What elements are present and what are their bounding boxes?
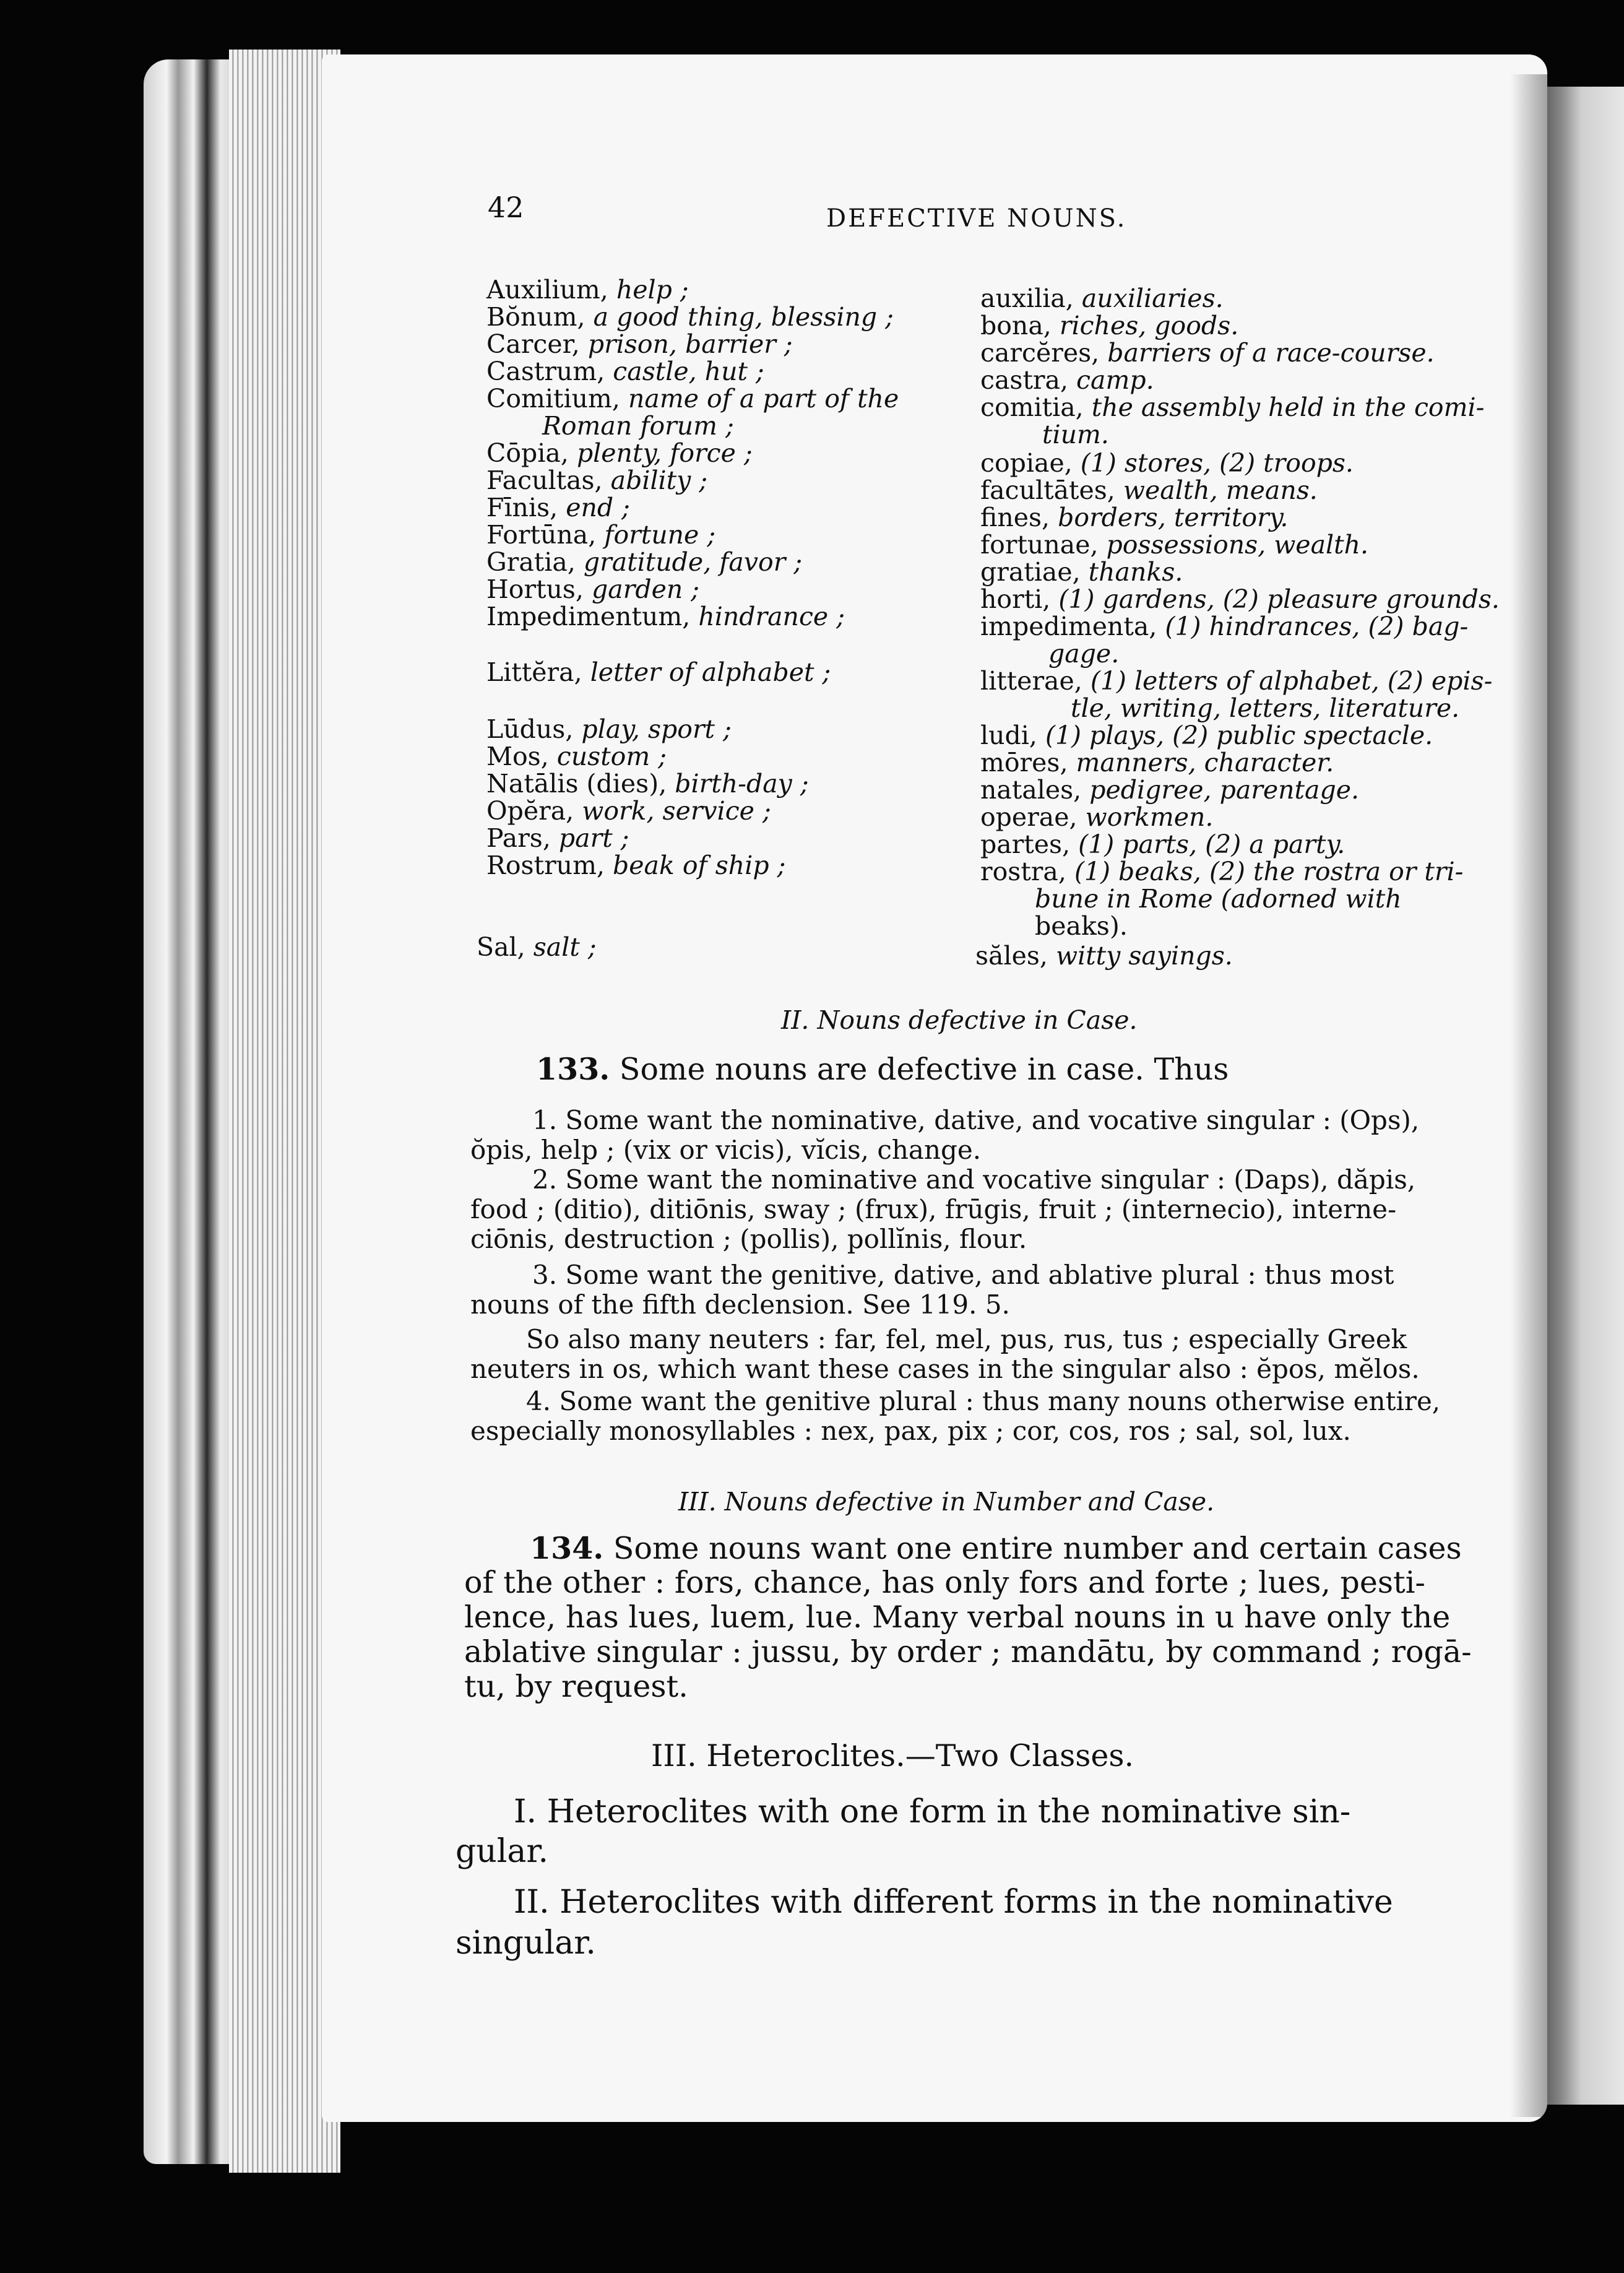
paragraph-134: 134. Some nouns want one entire number and certain cases bbox=[530, 1530, 1462, 1566]
right-entry: litterae, (1) letters of alphabet, (2) epis- bbox=[980, 666, 1493, 696]
paragraph-134-cont: ablative singular : jussu, by order ; mandātu, by command ; rogā- bbox=[464, 1634, 1472, 1669]
right-entry: mōres, manners, character. bbox=[980, 748, 1334, 777]
left-entry: Auxilium, help ; bbox=[486, 275, 689, 305]
left-entry: Cōpia, plenty, force ; bbox=[486, 438, 753, 468]
left-entry: Carcer, prison, barrier ; bbox=[486, 329, 793, 359]
section-heading-heteroclites: III. Heteroclites.—Two Classes. bbox=[651, 1738, 1134, 1773]
left-entry: Castrum, castle, hut ; bbox=[486, 357, 764, 386]
right-entry: impedimenta, (1) hindrances, (2) bag- bbox=[980, 612, 1469, 641]
left-entry-continuation: Roman forum ; bbox=[542, 411, 734, 441]
right-entry: auxilia, auxiliaries. bbox=[980, 284, 1224, 313]
right-entry-continuation: gage. bbox=[1048, 639, 1120, 669]
right-entry: copiae, (1) stores, (2) troops. bbox=[980, 448, 1354, 478]
heteroclites-class-2: II. Heteroclites with different forms in the nominative bbox=[514, 1884, 1393, 1921]
rule-4-cont: especially monosyllables : nex, pax, pix ; cor, cos, ros ; sal, sol, lux. bbox=[470, 1416, 1351, 1446]
left-entry: Fīnis, end ; bbox=[486, 493, 630, 522]
right-entry: săles, witty sayings. bbox=[975, 941, 1233, 971]
left-entry: Littĕra, letter of alphabet ; bbox=[486, 657, 831, 687]
left-entry: Facultas, ability ; bbox=[486, 465, 708, 495]
right-entry: carcĕres, barriers of a race-course. bbox=[980, 338, 1435, 368]
right-entry-continuation: tium. bbox=[1042, 420, 1109, 449]
right-entry: ludi, (1) plays, (2) public spectacle. bbox=[980, 721, 1433, 750]
right-entry-continuation: tle, writing, letters, literature. bbox=[1071, 693, 1460, 723]
right-entry-continuation: bune in Rome (adorned with bbox=[1035, 884, 1402, 914]
right-entry: fortunae, possessions, wealth. bbox=[980, 530, 1369, 560]
rule-3-cont: nouns of the fifth declension. See 119. 5. bbox=[470, 1289, 1010, 1320]
left-entry: Mos, custom ; bbox=[486, 742, 667, 771]
rule-3-note: So also many neuters : far, fel, mel, pus, rus, tus ; especially Greek bbox=[526, 1324, 1407, 1354]
rule-3: 3. Some want the genitive, dative, and ablative plural : thus most bbox=[532, 1260, 1394, 1290]
left-entry: Fortūna, fortune ; bbox=[486, 520, 716, 550]
right-entry: natales, pedigree, parentage. bbox=[980, 775, 1360, 805]
heteroclites-class-1-cont: gular. bbox=[456, 1833, 549, 1870]
left-entry: Comitium, name of a part of the bbox=[486, 384, 899, 413]
rule-1: 1. Some want the nominative, dative, and vocative singular : (Ops), bbox=[532, 1105, 1420, 1135]
subheading-defective-case: II. Nouns defective in Case. bbox=[781, 1005, 1138, 1035]
right-entry: bona, riches, goods. bbox=[980, 311, 1239, 340]
page-title: DEFECTIVE NOUNS. bbox=[826, 204, 1127, 233]
right-entry: facultātes, wealth, means. bbox=[980, 475, 1318, 505]
rule-2-cont: food ; (ditio), ditiōnis, sway ; (frux), frūgis, fruit ; (internecio), interne- bbox=[470, 1194, 1397, 1224]
left-entry: Sal, salt ; bbox=[477, 932, 597, 962]
subheading-defective-number-case: III. Nouns defective in Number and Case. bbox=[678, 1487, 1215, 1517]
paragraph-134-cont: tu, by request. bbox=[464, 1669, 688, 1704]
left-entry: Bŏnum, a good thing, blessing ; bbox=[486, 302, 894, 332]
page-number: 42 bbox=[488, 191, 524, 224]
rule-3-note-cont: neuters in os, which want these cases in the singular also : ĕpos, mĕlos. bbox=[470, 1354, 1420, 1384]
paragraph-134-cont: lence, has lues, luem, lue. Many verbal nouns in u have only the bbox=[464, 1600, 1451, 1635]
left-entry: Rostrum, beak of ship ; bbox=[486, 851, 786, 880]
right-entry: fines, borders, territory. bbox=[980, 503, 1289, 532]
right-entry: operae, workmen. bbox=[980, 802, 1214, 832]
left-entry: Hortus, garden ; bbox=[486, 574, 700, 604]
page-shadow bbox=[1510, 74, 1547, 2117]
left-entry: Impedimentum, hindrance ; bbox=[486, 602, 845, 631]
rule-2-cont: ciōnis, destruction ; (pollis), pollĭnis, flour. bbox=[470, 1224, 1027, 1254]
paragraph-133: 133. Some nouns are defective in case. Thus bbox=[536, 1051, 1229, 1087]
heteroclites-class-2-cont: singular. bbox=[456, 1924, 596, 1962]
left-entry: Pars, part ; bbox=[486, 823, 629, 853]
rule-1-cont: ŏpis, help ; (vix or vicis), vĭcis, change. bbox=[470, 1135, 982, 1165]
right-entry: comitia, the assembly held in the comi- bbox=[980, 392, 1485, 422]
right-entry: rostra, (1) beaks, (2) the rostra or tri- bbox=[980, 857, 1464, 886]
left-entry: Gratia, gratitude, favor ; bbox=[486, 547, 803, 577]
right-entry: castra, camp. bbox=[980, 365, 1154, 395]
left-entry: Opĕra, work, service ; bbox=[486, 796, 771, 826]
right-entry: gratiae, thanks. bbox=[980, 557, 1183, 587]
right-entry: partes, (1) parts, (2) a party. bbox=[980, 829, 1345, 859]
left-entry: Lūdus, play, sport ; bbox=[486, 714, 732, 744]
heteroclites-class-1: I. Heteroclites with one form in the nominative sin- bbox=[514, 1793, 1351, 1830]
right-entry: horti, (1) gardens, (2) pleasure grounds. bbox=[980, 584, 1500, 614]
right-entry-continuation: beaks). bbox=[1035, 911, 1128, 941]
rule-4: 4. Some want the genitive plural : thus many nouns otherwise entire, bbox=[526, 1386, 1441, 1416]
paragraph-134-cont: of the other : fors, chance, has only fors and forte ; lues, pesti- bbox=[464, 1565, 1425, 1600]
left-entry: Natālis (dies), birth-day ; bbox=[486, 769, 809, 799]
rule-2: 2. Some want the nominative and vocative singular : (Daps), dăpis, bbox=[532, 1164, 1416, 1195]
